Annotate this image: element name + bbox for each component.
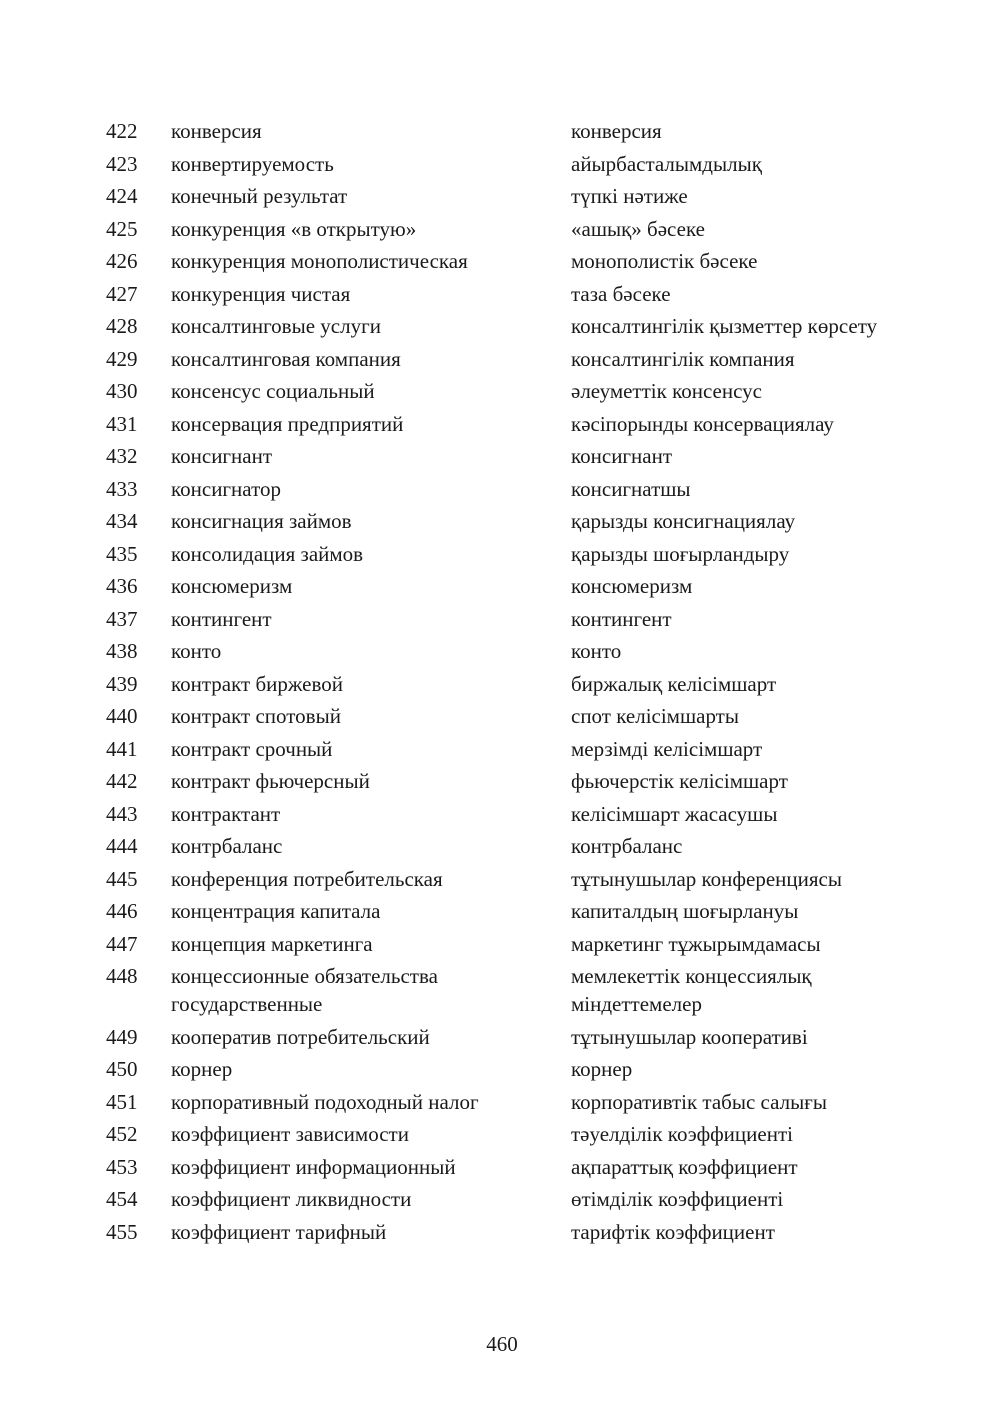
russian-term: консолидация займов (171, 541, 364, 566)
page-number: 460 (486, 1332, 518, 1356)
kazakh-term: корнер (571, 1057, 633, 1081)
kazakh-term: кәсіпорынды консервациялау (571, 411, 834, 436)
entry-number: 453 (106, 1154, 138, 1179)
russian-term: конкуренция «в открытую» (171, 216, 417, 241)
entry-number: 434 (106, 509, 138, 533)
kazakh-term: тарифтік коэффициент (571, 1219, 775, 1244)
russian-term: консалтинговые услуги (171, 314, 381, 338)
russian-term: контракт биржевой (171, 671, 343, 696)
russian-term: контракт срочный (171, 736, 333, 761)
glossary-row (0, 280, 1004, 313)
kazakh-term: консигнатшы (571, 476, 691, 501)
glossary-row (0, 1153, 1004, 1186)
kazakh-term: тұтынушылар конференциясы (571, 866, 842, 891)
kazakh-term: консалтингілік компания (571, 346, 795, 371)
russian-term: консервация предприятий (171, 411, 404, 436)
glossary-row (0, 1218, 1004, 1251)
glossary-row (0, 442, 1004, 475)
russian-term: коэффициент ликвидности (171, 1187, 412, 1211)
kazakh-term: контингент (571, 606, 672, 631)
entry-number: 431 (106, 411, 138, 436)
glossary-row (0, 117, 1004, 150)
glossary-row (0, 800, 1004, 833)
glossary-row (0, 637, 1004, 670)
kazakh-term: капиталдың шоғырлануы (571, 899, 799, 923)
entry-number: 424 (106, 184, 138, 208)
entry-number: 438 (106, 639, 138, 663)
glossary-row (0, 182, 1004, 215)
entry-number: 428 (106, 314, 138, 338)
glossary-row (0, 1023, 1004, 1056)
kazakh-term: ақпараттық коэффициент (571, 1154, 798, 1179)
kazakh-term: конверсия (571, 119, 662, 143)
kazakh-term: биржалық келісімшарт (571, 671, 777, 696)
russian-term: конто (171, 639, 222, 663)
russian-term: концепция маркетинга (171, 931, 373, 956)
glossary-row (0, 670, 1004, 703)
entry-number: 437 (106, 606, 138, 631)
russian-term: корнер (171, 1057, 233, 1081)
entry-number: 423 (106, 151, 138, 176)
kazakh-term: қарызды шоғырландыру (571, 541, 790, 566)
kazakh-term: тәуелділік коэффициенті (571, 1122, 793, 1146)
kazakh-term: консалтингілік қызметтер көрсету (571, 314, 878, 338)
glossary-row (0, 735, 1004, 768)
glossary-row (0, 507, 1004, 540)
entry-number: 429 (106, 346, 138, 371)
entry-number: 430 (106, 379, 138, 403)
glossary-row (0, 1055, 1004, 1088)
russian-term: контингент (171, 606, 272, 631)
glossary-row (0, 702, 1004, 735)
kazakh-term: әлеуметтік консенсус (571, 379, 762, 403)
entry-number: 436 (106, 574, 138, 598)
glossary-row (0, 767, 1004, 800)
glossary-row (0, 410, 1004, 443)
kazakh-term: өтімділік коэффициенті (571, 1187, 784, 1211)
russian-term: кооператив потребительский (171, 1024, 430, 1049)
glossary-row (0, 1120, 1004, 1153)
entry-number: 452 (106, 1122, 138, 1146)
entry-number: 449 (106, 1024, 138, 1049)
kazakh-term: таза бәсеке (571, 281, 671, 306)
kazakh-term: қарызды консигнациялау (571, 509, 796, 533)
entry-number: 427 (106, 281, 138, 306)
entry-number: 451 (106, 1089, 138, 1114)
russian-term: корпоративный подоходный налог (171, 1089, 479, 1114)
entry-number: 444 (106, 834, 138, 858)
entry-number: 448 (106, 964, 138, 988)
kazakh-term: монополистік бәсеке (571, 249, 758, 273)
russian-term: конвертируемость (171, 151, 334, 176)
russian-term: контракт фьючерсный (171, 769, 370, 793)
kazakh-term: консигнант (571, 444, 673, 468)
glossary-row (0, 605, 1004, 638)
russian-term: контрбаланс (171, 834, 283, 858)
russian-term: конкуренция чистая (171, 281, 351, 306)
entry-number: 443 (106, 801, 138, 826)
russian-term: коэффициент зависимости (171, 1122, 409, 1146)
kazakh-term: контрбаланс (571, 834, 683, 858)
kazakh-term: спот келісімшарты (571, 704, 739, 728)
russian-term: коэффициент тарифный (171, 1219, 387, 1244)
russian-term: консигнатор (171, 476, 281, 501)
glossary-row (0, 962, 1004, 1023)
entry-number: 450 (106, 1057, 138, 1081)
kazakh-term: маркетинг тұжырымдамасы (571, 931, 821, 956)
russian-term: конечный результат (171, 184, 348, 208)
entry-number: 446 (106, 899, 138, 923)
entry-number: 422 (106, 119, 138, 143)
kazakh-term: конто (571, 639, 622, 663)
russian-term: конкуренция монополистическая (171, 249, 468, 273)
kazakh-term: консюмеризм (571, 574, 693, 598)
glossary-row (0, 1185, 1004, 1218)
russian-term: консигнант (171, 444, 273, 468)
entry-number: 432 (106, 444, 138, 468)
glossary-row (0, 572, 1004, 605)
russian-term: консигнация займов (171, 509, 352, 533)
glossary-row (0, 897, 1004, 930)
entry-number: 442 (106, 769, 138, 793)
entry-number: 440 (106, 704, 138, 728)
russian-term: контракт спотовый (171, 704, 341, 728)
russian-term: концессионные обязательства государственные (171, 964, 438, 1016)
russian-term: коэффициент информационный (171, 1154, 456, 1179)
glossary-row (0, 247, 1004, 280)
glossary-row (0, 540, 1004, 573)
entry-number: 425 (106, 216, 138, 241)
entry-number: 433 (106, 476, 138, 501)
glossary-row (0, 475, 1004, 508)
kazakh-term: корпоративтік табыс салығы (571, 1089, 827, 1114)
glossary-row (0, 1088, 1004, 1121)
russian-term: консюмеризм (171, 574, 293, 598)
entry-number: 426 (106, 249, 138, 273)
kazakh-term: түпкі нәтиже (571, 184, 688, 208)
entry-number: 455 (106, 1219, 138, 1244)
entry-number: 435 (106, 541, 138, 566)
russian-term: консенсус социальный (171, 379, 375, 403)
entry-number: 445 (106, 866, 138, 891)
entry-number: 447 (106, 931, 138, 956)
kazakh-term: мерзімді келісімшарт (571, 736, 763, 761)
glossary-row (0, 832, 1004, 865)
glossary-row (0, 215, 1004, 248)
russian-term: контрактант (171, 801, 281, 826)
russian-term: консалтинговая компания (171, 346, 401, 371)
russian-term: концентрация капитала (171, 899, 381, 923)
kazakh-term: тұтынушылар кооперативі (571, 1024, 808, 1049)
kazakh-term: фьючерстік келісімшарт (571, 769, 788, 793)
entry-number: 441 (106, 736, 138, 761)
kazakh-term: келісімшарт жасасушы (571, 801, 778, 826)
entry-number: 439 (106, 671, 138, 696)
kazakh-term: айырбасталымдылық (571, 151, 762, 176)
glossary-row (0, 150, 1004, 183)
glossary-row (0, 865, 1004, 898)
russian-term: конверсия (171, 119, 262, 143)
kazakh-term: «ашық» бәсеке (571, 216, 705, 241)
glossary-row (0, 345, 1004, 378)
glossary-table (0, 117, 1004, 1250)
russian-term: конференция потребительская (171, 866, 443, 891)
glossary-row (0, 377, 1004, 410)
kazakh-term: мемлекеттік концессиялық міндеттемелер (571, 964, 812, 1016)
glossary-row (0, 312, 1004, 345)
entry-number: 454 (106, 1187, 138, 1211)
glossary-row (0, 930, 1004, 963)
